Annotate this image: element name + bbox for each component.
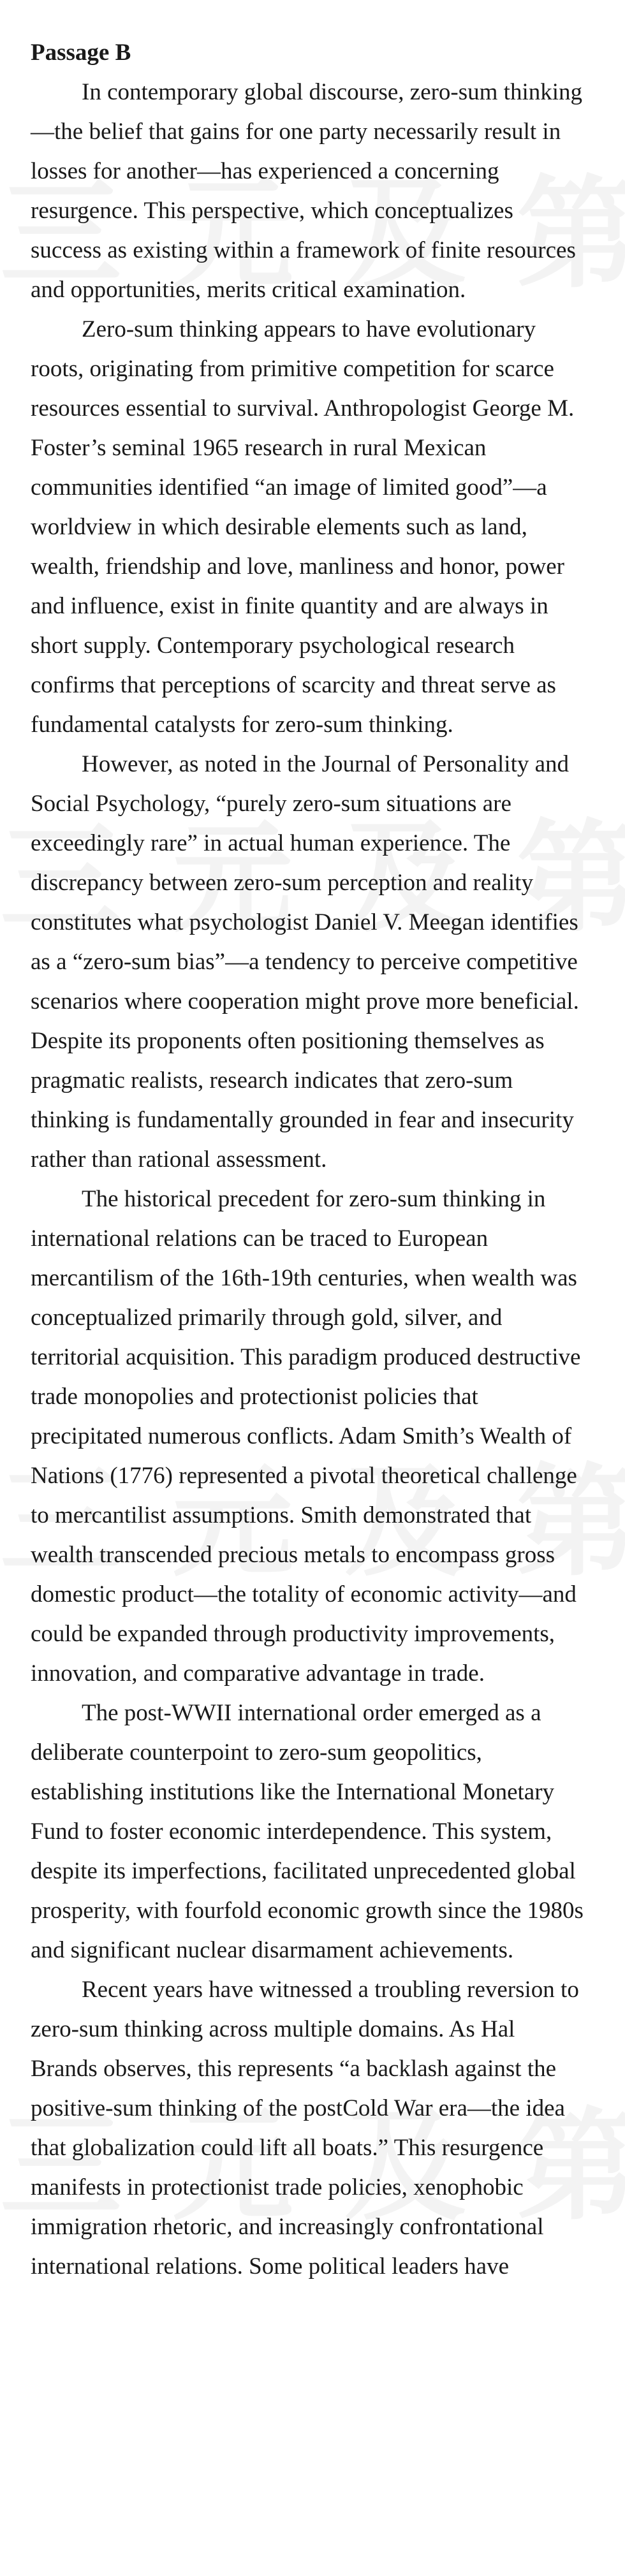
passage-heading: Passage B <box>31 40 131 66</box>
paragraph: In contemporary global discourse, zero-sum thinking—the belief that gains for one party necessarily result in losses for another—has experienced a concerning resurgence. This perspective, which conceptualizes success as existing within a framework of finite resources and opportunities, merits critical examination. <box>31 79 583 303</box>
paragraph: However, as noted in the Journal of Personality and Social Psychology, “purely zero-sum situations are exceedingly rare” in actual human experience. The discrepancy between zero-sum perception and reality constitutes what psychologist Daniel V. Meegan identifies as a “zero-sum bias”—a tendency to perceive competitive scenarios where cooperation might prove more beneficial. Despite its proponents often positioning themselves as pragmatic realists, research indicates that zero-sum thinking is fundamentally grounded in fear and insecurity rather than rational assessment. <box>31 751 579 1173</box>
paragraph: Zero-sum thinking appears to have evolutionary roots, originating from primitive competition for scarce resources essential to survival. Anthropologist George M. Foster’s seminal 1965 research in rural Mexican communities identified “an image of limited good”—a worldview in which desirable elements such as land, wealth, friendship and love, manliness and honor, power and influence, exist in finite quantity and are always in short supply. Contemporary psychological research confirms that perceptions of scarcity and threat serve as fundamental catalysts for zero-sum thinking. <box>31 316 575 738</box>
paragraph: Recent years have witnessed a troubling reversion to zero-sum thinking across multiple domains. As Hal Brands observes, this represents “a backlash against the positive-sum thinking of the postCold War era—the idea that globalization could lift all boats.” This resurgence manifests in protectionist trade policies, xenophobic immigration rhetoric, and increasingly confrontational international relations. Some political leaders have <box>31 1977 579 2280</box>
passage-body <box>31 33 585 2287</box>
paragraph: The post-WWII international order emerged as a deliberate counterpoint to zero-sum geopolitics, establishing institutions like the International Monetary Fund to foster economic interdependence. This system, despite its imperfections, facilitated unprecedented global prosperity, with fourfold economic growth since the 1980s and significant nuclear disarmament achievements. <box>31 1700 584 1963</box>
paragraph: The historical precedent for zero-sum thinking in international relations can be traced to European mercantilism of the 16th-19th centuries, when wealth was conceptualized primarily through gold, silver, and territorial acquisition. This paradigm produced destructive trade monopolies and protectionist policies that precipitated numerous conflicts. Adam Smith’s Wealth of Nations (1776) represented a pivotal theoretical challenge to mercantilist assumptions. Smith demonstrated that wealth transcended precious metals to encompass gross domestic product—the totality of economic activity—and could be expanded through productivity improvements, innovation, and comparative advantage in trade. <box>31 1186 581 1687</box>
